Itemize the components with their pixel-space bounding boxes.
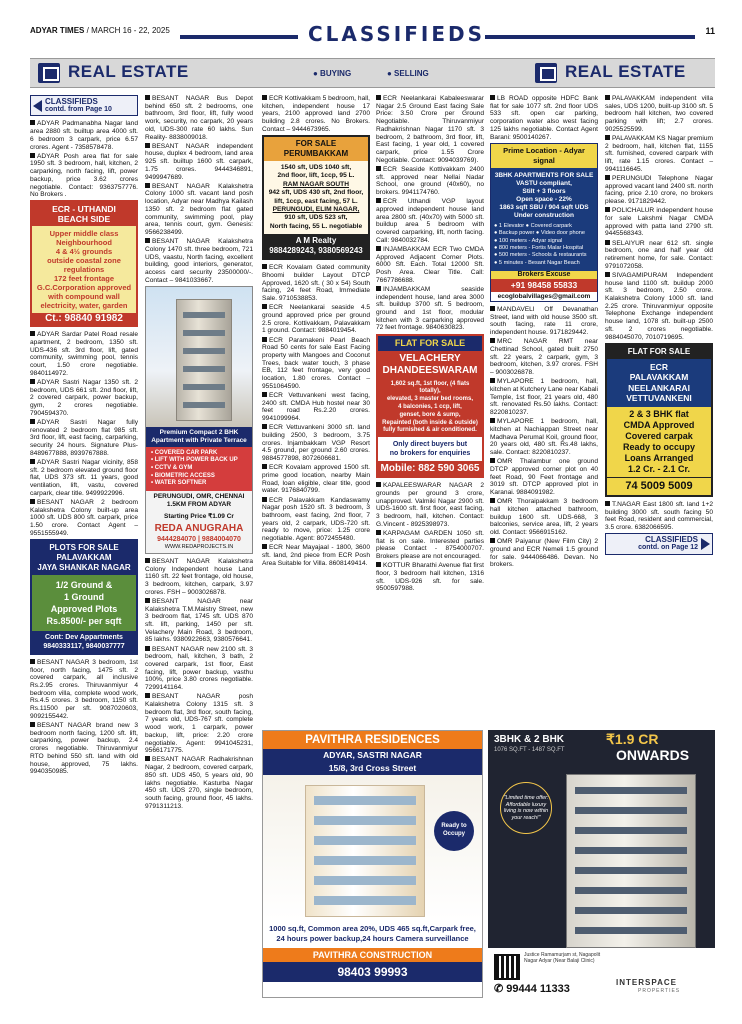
bullet-square-icon <box>262 392 267 397</box>
ad-text: PALAVAKKAM independent villa sales, UDS 1200, built-up 3100 sft. 5 bedroom hall kitchen, two covered parking with lift; 2.7 crores. 9025525599. <box>605 95 713 133</box>
ad-text: INJAMBAKKAM seaside independent house, land area 3000 sft. buildup 3700 sft. 5 bedroom, ground and 1st floor, modular kitchen with 3 carparking approved 72 feet frontage. 9840630823. <box>376 285 484 332</box>
ad-text: POLICHALUR independent house for sale Lakshmi Nagar CMDA approved with patta land 2790 sft. 9445568343. <box>605 207 713 238</box>
ad-line: • WATER SOFTNER <box>151 480 207 487</box>
bullet-square-icon <box>262 464 267 469</box>
ad-line: Only direct buyers but <box>392 441 468 449</box>
ad-text: BESANT NAGAR Kalakshetra Colony Independent house Land 1160 sft. 22 feet frontage, old house, 3 bedroom, kitchen, carpark, 3.97 crores. FSH – 9003026878. <box>145 557 253 596</box>
ad-line: G.C.Corporation approved <box>36 283 132 293</box>
building-image <box>566 774 696 948</box>
ad-text: INJAMBAKKAM ECR Two CMDA Approved Adjacent Corner Plots. 6000 Sft. Each. Total 12000 Sft. Posh Area. Clear Title. Call: 7667786688. <box>376 245 484 284</box>
ad-line: PALAVAKKAM <box>629 372 689 383</box>
ad-offer-badge: "Limited time offer: Affordable luxury living is now within your reach!" <box>500 782 552 834</box>
bullet-square-icon <box>490 306 495 311</box>
ad-line: VETTUVANKENI <box>626 393 692 404</box>
ad-text: ECR Vettuvankeni 3000 sft. land building 2500, 3 bedroom, 3.75 crores. Injambakkam VGP Resort 4.5 ground, per ground 2.60 crores. 9884577898, 8072606681. <box>262 424 370 463</box>
bullet-square-icon <box>376 482 381 487</box>
ad-line: Under construction <box>514 211 574 219</box>
ad-text: T.NAGAR East 1800 sft. land 1+2 building 3000 sft. south facing 50 feet Road, resident and commercial, 3.5 crore. 6382066595. <box>605 500 713 531</box>
ad-line: 1,602 sq.ft, 1st floor, (4 flats totally), <box>390 380 470 395</box>
classified-ad <box>490 306 598 337</box>
classified-ad <box>30 419 138 458</box>
ad-text: ECR Kovalam approved 1500 sft. prime good location, nearby Main Road, loan eligible, clear title, good water. 9176840799. <box>262 464 370 495</box>
ad-line: regulations <box>63 265 105 275</box>
ad-text: ECR Paramakeni Pearl Beach Road 50 cents for sale East Facing property with Mangoes and Coconut Trees, back water touch, 3 phase EB, 112 feet frontage, very good location, 1.80 crores. Contact – 9551064590. <box>262 336 370 390</box>
ad-line: • BIOMETRIC ACCESS <box>151 472 215 479</box>
ad-heading: FLAT FOR SALE <box>378 336 482 351</box>
ad-website[interactable]: WWW.REDAPROJECTS.IN <box>164 543 234 550</box>
continued-on-title: CLASSIFIEDS <box>645 535 698 545</box>
ad-text: SELAIYUR near 612 sft. single bedroom, one and half year old retirement home, for sale. Contact: 9791072058. <box>605 239 713 270</box>
ad-velachery-flat <box>376 334 484 479</box>
classified-ad <box>145 183 253 237</box>
classified-ad <box>262 304 370 335</box>
ad-tagline: Premium Compact 2 BHK Apartment with Private Terrace <box>146 427 252 447</box>
ad-text: OMR Thalambur one ground DTCP approved corner plot on 40 feet Road, 90 Feet frontage and 3019 sft. DTCP approved plot in Karanai. 9884091982. <box>490 458 598 497</box>
masthead-rule-right <box>485 35 695 39</box>
bullet-square-icon <box>262 95 267 100</box>
bullet-square-icon <box>30 331 35 336</box>
ad-phone: 74 5009 5009 <box>607 477 711 495</box>
ad-feature-item: ● 5 minutes - Besant Nagar Beach <box>494 259 580 266</box>
ad-ecr-uthandi <box>30 200 138 327</box>
bullet-square-icon <box>30 419 35 424</box>
continued-from-box[interactable] <box>30 95 138 116</box>
ad-email[interactable]: ecoglobalvillages@gmail.com <box>497 292 591 300</box>
bullet-square-icon <box>145 95 150 100</box>
bullet-square-icon <box>145 558 150 563</box>
ad-text: ECR Neelankarai Kabaleeswarar Nagar 2.5 Ground East facing Sale Price: 3.50 Crore per Ground Negotiable. Thiruvanmiyur Radhakrishnan Nagar 1170 sft. 3 bedroom, 2 bathroom, 3rd floor, lift, East facing, 1 year old, 1 covered carpark, price 1.55 Crore Negotiable. Contact: 9094039769). <box>376 95 484 164</box>
ad-line: A M Realty <box>295 236 337 246</box>
ad-line: with compound wall <box>48 292 120 302</box>
ad-heading: PAVITHRA RESIDENCES <box>263 731 482 749</box>
bullet-square-icon <box>145 598 150 603</box>
bullet-square-icon <box>490 95 495 100</box>
column-3 <box>262 95 370 569</box>
ad-text: BESANT NAGAR independent house, duplex 4 bedroom, land area 925 sft. builtup 1600 sft. carpark, 1.75 crores. 9444346891, 9499947689. <box>145 142 253 181</box>
classified-ad <box>262 544 370 567</box>
ad-text: OMR Thoraipakkam 3 bedroom hall kitchen attached bathroom, buildup 1600 sft. UDS-668, 3 balconies, service area, lift, 2 years old. Contact: 9566915162. <box>490 498 598 537</box>
classified-ad <box>262 464 370 495</box>
classified-ad <box>30 153 138 199</box>
ad-text: ADYAR Padmanabha Nagar land area 2880 sft. builtup area 4000 sft. 6 bedroom 3 carpark, price 6.57 crores. Agent - 7358578478. <box>30 120 138 151</box>
ad-line: ECR - UTHANDI <box>52 204 116 215</box>
ad-line: JAYA SHANKAR NAGAR <box>37 562 131 572</box>
classified-ad <box>490 338 598 377</box>
column-6 <box>605 95 713 559</box>
bullet-square-icon <box>490 338 495 343</box>
bullet-square-icon <box>490 458 495 463</box>
continued-on-page: contd. on Page 12 <box>638 543 698 551</box>
classified-ad <box>30 659 138 721</box>
ad-text: ADYAR Sastri Nagar vicinity, 858 sft. 2 bedroom elevated ground floor flat, UDS 373 sft. 11 years, good ventilation, lift, vastu, covered carpark, clear title. 9499922996. <box>30 458 138 497</box>
classified-ad <box>490 95 598 141</box>
section-title: CLASSIFIEDS <box>308 22 486 46</box>
ad-text: ADYAR Posh area flat for sale 1950 sft. 3 bedroom, hall, kitchen, 2 carparking, north facing, lift, power backup, price 3.62 crores negotiable. Contact: 9363757776. No Brokers . <box>30 152 138 199</box>
ad-line: 942 sft, UDS 430 sft, 2nd floor, <box>268 189 364 197</box>
classified-ad <box>376 166 484 197</box>
ad-feature-item: ● 1 Elevator ● Covered carpark <box>494 222 572 229</box>
ad-text: BESANT NAGAR posh Kalakshetra Colony 1315 sft. 3 bedroom flat, 3rd floor, south facing, 7 years old, UDS-767 sft. complete wood work, 1 carpark, power backup, lift, price: 2.20 crore negotiable. Agent: 9941045231, 9566171775. <box>145 693 253 755</box>
bullet-square-icon <box>490 498 495 503</box>
ad-line: 2 & 3 BHK flat <box>629 408 689 419</box>
building-image <box>146 287 252 427</box>
ad-text: ECR Neelankarai seaside 4.5 ground approved price per ground 2.5 crore. Kottivakkam, Palavakkam 1 ground. Contact: 9884019454. <box>262 304 370 335</box>
ad-line: Loans Arranged <box>624 452 694 463</box>
bullet-square-icon <box>262 424 267 429</box>
ad-line: elevated, 3 master bed rooms, <box>386 396 474 403</box>
ad-price: Starting Price ₹1.09 Cr <box>164 512 234 520</box>
bullet-square-icon <box>605 175 610 180</box>
classified-ad <box>605 207 713 238</box>
ad-price: ₹1.9 CR <box>606 731 659 747</box>
classified-ad <box>145 598 253 644</box>
bullet-square-icon <box>30 120 35 125</box>
ad-text: BESANT NAGAR Radhakrishnan Nagar, 2 bedroom, covered carpark, 850 sft. UDS 450, 5 years old, 90 lakhs negotiable. Kasturba Nagar 450 sft. UDS 270, single bedroom, south facing, ground floor, 45 lakhs. 9791311213. <box>145 756 253 810</box>
classified-ad <box>376 198 484 244</box>
ad-builder: PAVITHRA CONSTRUCTION <box>263 948 482 962</box>
ad-phone: +91 98458 55833 <box>491 279 597 292</box>
classified-ad <box>145 558 253 597</box>
ad-line: 9840333117, 9840037777 <box>43 642 125 650</box>
ad-adyar-signal-apartments <box>490 143 598 302</box>
classified-ad <box>376 95 484 164</box>
ad-line: 4 & 4½ grounds <box>55 247 113 257</box>
arrow-left-icon <box>33 100 42 112</box>
ad-config: 3BHK & 2 BHK <box>494 734 565 745</box>
ad-line: PALAVAKKAM <box>56 552 112 562</box>
ad-feature-item: ● Backup power ● Video door phone <box>494 230 585 237</box>
classified-ad <box>376 246 484 285</box>
bullet-square-icon <box>376 286 381 291</box>
ad-location: ADYAR, SASTRI NAGAR <box>263 749 482 762</box>
column-2 <box>145 95 253 812</box>
ad-text: MRC NAGAR RMT near Chettinad School, gated built 2750 sft. 22 years, 2 carpark, gym, 3 bedroom, kitchen, 3.97 crores. FSH – 9003026878. <box>490 338 598 376</box>
ad-text: KOTTUR Bharathi Avenue flat first floor, 3 bedroom hall kitchen, 1316 sft. UDS-926 sft. for sale. 9500597988. <box>376 562 484 593</box>
ad-line: Approved Plots <box>50 603 118 614</box>
classified-ad <box>605 175 713 206</box>
continued-from-page: contd. from Page 10 <box>45 105 112 113</box>
ad-text: ADYAR Sastri Nagar 1350 sft. 2 bedroom, UDS 661 sft. 2nd floor, lift, 2 covered carpark, power backup, gym, 2 crores negotiable. 7904594370. <box>30 378 138 417</box>
column-4 <box>376 95 484 595</box>
ad-text: ECR Palavakkam Kandaswamy Nagar posh 1520 sft. 3 bedroom, 3 bathroom, east facing, 2nd floor, 7 years old, 2 carpark, UDS-720 sft. ready to move, price: 1.25 crore negotiable. Agent: 8072455480. <box>262 496 370 543</box>
ad-perumbakkam <box>262 135 370 260</box>
arrow-right-icon <box>701 538 710 550</box>
bullet-square-icon <box>605 272 610 277</box>
ad-text: LB ROAD opposite HDFC Bank flat for sale 1077 sft. 2nd floor UDS 533 sft. open car parking, corporation water also west facing 125 lakhs negotiable. Contact Agent Barani: 9500140267. <box>490 95 598 141</box>
ad-phone: ✆ 99444 11333 <box>494 983 570 995</box>
classified-ad <box>605 95 713 134</box>
ad-pavithra-residences <box>262 730 483 998</box>
ad-line: 1/2 Ground & <box>55 579 113 590</box>
house-icon <box>38 63 60 83</box>
ad-text: ECR Near Mayajaal - 1800, 3600 sft. land, 2nd piece from ECR Posh Area Suitable for Villa. 8608149414. <box>262 544 370 567</box>
bullet-square-icon <box>262 264 267 269</box>
ad-line: Rs.8500/- per sqft <box>46 615 122 626</box>
ad-line: ECR <box>650 361 668 372</box>
ad-line: 172 feet frontage <box>53 274 115 284</box>
ad-phone: 9444284070 | 9884004070 <box>157 535 241 543</box>
ad-text: ECR Uthandi VGP layout approved independent house land area 2800 sft. (40x70) with 5000 sft. buildup area 5 bedroom with covered carparking, lift, north facing. Call: 9840032784. <box>376 198 484 244</box>
ad-text: PERUNGUDI Telephone Nagar approved vacant land 2400 sft. north facing, price 2.10 crore, no brokers please. 9171829442. <box>605 175 713 206</box>
ad-line: Repainted (both inside & outside) <box>382 419 478 426</box>
ad-text: ECR Kottivakkam 5 bedroom, hall, kitchen, independent house 17 years, 2100 approved land 2700 building 2.8 crores. No Brokers. Contact – 9444673965. <box>262 95 370 133</box>
ad-subtext: Brokers Excuse <box>491 271 597 279</box>
classified-ad <box>262 264 370 303</box>
classified-ad <box>30 379 138 418</box>
ad-price-suffix: ONWARDS <box>616 747 690 763</box>
ad-reda-anugraha <box>145 286 253 554</box>
classified-ad <box>605 135 713 174</box>
bullet-square-icon <box>145 646 150 651</box>
ad-line: • CCTV & GYM <box>151 465 193 472</box>
bullet-square-icon <box>262 544 267 549</box>
classified-ad <box>490 418 598 457</box>
bullet-square-icon <box>376 166 381 171</box>
ad-phone: Mobile: 882 590 3065 <box>378 461 482 476</box>
column-5 <box>490 95 598 571</box>
continued-from-title: CLASSIFIEDS <box>45 97 98 106</box>
ad-heading: FLAT FOR SALE <box>607 345 711 359</box>
classified-ad <box>376 482 484 528</box>
ad-line: VELACHERY <box>399 352 461 364</box>
classified-ad <box>376 562 484 593</box>
bullet-square-icon <box>490 418 495 423</box>
ad-line: 910 sft, UDS 523 sft, <box>284 214 348 222</box>
bullet-square-icon <box>30 722 35 727</box>
ad-line: NEELANKARAI <box>628 382 690 393</box>
bullet-square-icon <box>262 337 267 342</box>
classified-ad <box>376 530 484 561</box>
bullet-square-icon <box>145 756 150 761</box>
classified-ad <box>605 272 713 341</box>
ready-to-occupy-badge: Ready to Occupy <box>434 811 474 851</box>
bullet-square-icon <box>262 304 267 309</box>
classified-ad <box>30 120 138 151</box>
ad-line: outside coastal zone <box>47 256 121 266</box>
bullet-square-icon <box>490 538 495 543</box>
ad-text: PALAVAKKAM KS Nagar premium 2 bedroom, hall, kitchen flat, 1155 sft. furnished, covered carpark with lift, rate 1.15 crores. Contact – 9941116645. <box>605 135 713 173</box>
ad-text: SIVAGAMIPURAM Independent house land 1100 sft. buildup 2000 sft. 3 bedroom, 2.50 crore. Kalakshetra Colony 1000 sft. land 2.25 crore. Thiruvanmiyur opposite Telephone Exchange independent house land, 1078 sft. built-up 2500 sft. 2 crores negotiable. 9884045070, 7010719695. <box>605 271 713 341</box>
classified-ad <box>30 722 138 776</box>
ad-line: 3BHK APARTMENTS FOR SALE <box>494 171 594 179</box>
bullet-square-icon <box>145 693 150 698</box>
ad-plots-palavakkam <box>30 539 138 655</box>
ad-line: Open space - 22% <box>516 195 572 203</box>
classified-ad <box>262 337 370 391</box>
classified-ad <box>145 95 253 141</box>
bullet-square-icon <box>262 497 267 502</box>
bullet-square-icon <box>605 501 610 506</box>
house-icon <box>535 63 557 83</box>
bullet-square-icon <box>605 207 610 212</box>
ad-line: 24 hours Camera surveillance <box>362 934 469 943</box>
classified-ad <box>262 497 370 543</box>
brand-logo: INTERSPACE <box>616 978 677 987</box>
ad-line: RAM NAGAR SOUTH <box>283 180 349 188</box>
ad-line: Carpark free, 24 hours power backup, <box>276 924 476 943</box>
classified-ad <box>490 378 598 417</box>
ad-line: 1000 sq.ft, Common area 20%, UDS 465 sq.ft, <box>269 924 430 933</box>
ad-feature-item: ● 500 meters - Schools & restaurants <box>494 252 587 259</box>
classified-ad <box>145 693 253 755</box>
bullet-square-icon <box>376 530 381 535</box>
masthead <box>30 22 715 52</box>
classified-ad <box>605 501 713 532</box>
bullet-square-icon <box>145 238 150 243</box>
ad-text: BESANT NAGAR 3 bedroom, 1st floor, north facing, 1475 sft. 2 covered carpark, all inclusive Rs.2.95 crores. Thiruvanmiyur 4 bedroom villa, complete wood work, Rs.4.5 crores. 3 bedroom, 1150 sft. Rs.11500 per sft. 9087020603, 9092155442. <box>30 658 138 720</box>
classified-ad <box>262 392 370 423</box>
ad-text: BESANT NAGAR Kalakshetra Colony 1000 sft. vacant land posh location, Adyar near Madhya Kailash 1350 sft. 2 bedroom flat gated community, swimming pool, play area, tennis court, gym. Genesis: 9566238499. <box>145 182 253 236</box>
issue-date: MARCH 16 - 22, 2025 <box>91 26 170 35</box>
ad-text: MYLAPORE 1 bedroom, hall, kitchen at Kutchery Lane near Kabali Temple, 1st floor, 21 years old, 480 sft. renovated Rs.50 lakhs. Contact: 8220810237. <box>490 378 598 416</box>
ad-text: KAPALEESWARAR NAGAR 2 grounds per ground 3 crore, unapproved. Valmiki Nagar 2900 sft. UDS-1600 sft. first floor, east facing, 3 bedroom, hall, kitchen. Contact: G.Vincent - 8925398973. <box>376 482 484 528</box>
ad-line: 1863 sqft SBU / 904 sqft UDS <box>499 203 589 211</box>
ad-line: no brokers for enquiries <box>389 450 471 458</box>
ad-line: Stilt + 3 floors <box>522 187 566 195</box>
ad-line: • LIFT WITH POWER BACK UP <box>151 457 238 464</box>
classified-ad <box>30 459 138 498</box>
ad-line: Neighbourhood <box>56 238 112 248</box>
paper-name: ADYAR TIMES <box>30 26 85 35</box>
ad-text: ECR Seaside Kottivakkam 2400 sft. approved near Nellai Nadar School, one ground (40x60), no brokers. 9941174760. <box>376 165 484 196</box>
ad-text: ECR Vettuvankeni west facing, 2400 sft. CMDA Hub hostel near 30 feet road Rs.2.20 crores. 9941099964. <box>262 392 370 423</box>
ad-text: OMR Paiyanur (New Film City) 2 ground and ECR Nemeli 1.5 ground for sale. 9444066486. Devan. No brokers. <box>490 538 598 569</box>
ad-area: 1076 SQ.FT - 1487 SQ.FT <box>494 747 565 753</box>
ad-ecr-palavakkam-flats <box>605 343 713 497</box>
buying-tag: ● BUYING <box>313 69 352 78</box>
bullet-square-icon <box>145 143 150 148</box>
ad-line: 1540 sft, UDS 1040 sft, <box>280 164 352 172</box>
bullet-square-icon <box>145 183 150 188</box>
classified-ad <box>30 331 138 377</box>
ad-project-name: REDA ANUGRAHA <box>154 522 244 534</box>
bullet-square-icon <box>376 246 381 251</box>
ad-text: BESANT NAGAR new 2100 sft. 3 bedroom, hall, kitchen, 3 bath, 2 covered carpark, 1st floor, East facing, lift, power backup, vasthu 100%, price 3.80 crores negotiable. 7299141164. <box>145 645 253 692</box>
bullet-square-icon <box>30 499 35 504</box>
selling-tag: ● SELLING <box>387 69 429 78</box>
ad-line: Upper middle class <box>49 229 119 239</box>
bullet-square-icon <box>605 135 610 140</box>
ad-line: 1.2 Cr. - 2.1 Cr. <box>627 463 691 474</box>
ad-line: North facing, 55 L. negotiable <box>269 222 363 230</box>
brand-logo-sub: PROPERTIES <box>638 988 681 994</box>
ad-phone: 98403 99993 <box>263 962 482 982</box>
ad-text: ADYAR Sardar Patel Road resale apartment, 2 bedroom, 1350 sft. UDS-436 sft. 3rd floor, lift, gated community, swimming pool, tennis court, 1.50 crore negotiable. 9840114972. <box>30 331 138 377</box>
bullet-square-icon <box>376 198 381 203</box>
qr-code-icon[interactable] <box>494 954 520 980</box>
ad-text: BESANT NAGAR brand new 3 bedroom north facing, 1200 sft. lift, carparking, power backup, 2.4 crores negotiable. Thiruvanmiyur RTO behind 550 sft. land with old house, approved, 75 lakhs. 9940350985. <box>30 722 138 776</box>
ad-line: CMDA Approved <box>623 419 695 430</box>
ad-line: PLOTS FOR SALE <box>49 542 119 552</box>
masthead-rule-left <box>180 35 298 39</box>
classified-ad <box>490 538 598 569</box>
classified-ad <box>145 646 253 692</box>
ad-line: genset, bore & sump, <box>399 411 461 418</box>
real-estate-section-bar <box>30 58 715 88</box>
ad-text: BESANT NAGAR Bus Depot behind 650 sft. 2 bedrooms, one bathroom, 3rd floor, lift, fully wood work, security, no carpark, 20 years old, UDS-300 rate 60 lakhs. Sun Reality- 8838009018. <box>145 95 253 141</box>
classified-ad <box>490 498 598 537</box>
column-1 <box>30 95 138 777</box>
ad-line: Cont: Dev Appartments <box>45 633 123 641</box>
ad-text: ADYAR Sastri Nagar fully renovated 2 bedroom flat 985 sft. 3rd floor, lift, east facing, carparking, security 24 hours. Signature Plus- 8489677888, 8939767888. <box>30 418 138 457</box>
classified-ad <box>490 458 598 497</box>
building-image <box>263 775 482 920</box>
ad-location: PERUNGUDI, OMR, CHENNAI 1.5KM FROM ADYAR <box>153 492 245 508</box>
ad-line: 4 balconies, 1 ccp, lift, <box>398 403 462 410</box>
ad-line: electricity, water, garden <box>40 301 128 311</box>
ad-line: DHANDEESWARAM <box>382 364 478 376</box>
bullet-square-icon <box>376 95 381 100</box>
ad-interspace-properties <box>488 730 715 998</box>
bullet-square-icon <box>605 240 610 245</box>
classified-ad <box>605 240 713 271</box>
ad-text: KARPAGAM GARDEN 1050 sft. flat is on sale. Interested parties please Contact - 8754000707. Brokers please are not encouraged. <box>376 529 484 560</box>
ad-line: 9884289243, 9380569243 <box>269 246 363 256</box>
ad-line: Ready to occupy <box>622 441 696 452</box>
bullet-square-icon <box>30 379 35 384</box>
real-estate-heading-right: REAL ESTATE <box>565 62 686 81</box>
classified-ad <box>376 286 484 332</box>
classified-ad <box>262 424 370 463</box>
ad-text: MYLAPORE 1 bedroom, hall, kitchen at Nachiappan Street near Madhava Perumal Koil, ground floor, 20 years old, 480 sft. Rs.48 lakhs, sale. Contact: 8220810237. <box>490 418 598 457</box>
ad-heading: Prime Location - Adyar signal <box>491 144 597 168</box>
ad-line: FOR SALE <box>295 139 337 149</box>
ad-address: Justice Ramamurjam st, Nagapolit Nagar Adyar (Near Balaji Clinic) <box>524 952 601 965</box>
ad-feature-item: ● 100 meters - Adyar signal <box>494 237 563 244</box>
bullet-square-icon <box>605 95 610 100</box>
bullet-square-icon <box>376 562 381 567</box>
bullet-square-icon <box>30 459 35 464</box>
masthead-dateline: ADYAR TIMES / MARCH 16 - 22, 2025 <box>30 26 170 35</box>
ad-feature-item: ● 800 meters - Fortis Malar Hospital <box>494 244 584 251</box>
bullet-square-icon <box>490 378 495 383</box>
ad-line: PERUMBAKKAM <box>283 149 349 159</box>
classified-ad <box>145 238 253 284</box>
continued-on-box[interactable] <box>605 533 713 554</box>
ad-text: BESANT NAGAR 2 bedroom Kalakshetra Colony built-up area 1000 sft. UDS 800 sft. carpark, price 1.50 crore. Contact Agent – 9551555949. <box>30 498 138 537</box>
ad-line: Covered carpak <box>625 430 693 441</box>
ad-line: VASTU compliant, <box>516 179 572 187</box>
ad-text: BESANT NAGAR Kalakshetra Colony 1470 sft. three bedroom, 721 UDS, vaastu, North facing, excellent building, good interiors, generator, access card security 23500000/-. Contact – 9841033667. <box>145 238 253 284</box>
ad-line: 1 Ground <box>64 591 104 602</box>
ad-line: 2nd floor, lift, 1ccp, 95 L. <box>277 172 355 180</box>
ad-line: lift, 1ccp, east facing, 57 L. <box>274 197 358 205</box>
ad-text: BESANT NAGAR near Kalakshetra T.M.Maistry Street, new 3 bedroom flat, 1745 sft. UDS 870 sft. lift, parking, 1450 per sft. Velachery Main Road, 3 bedroom, 85 lakhs. 9380922663, 9380576641. <box>145 597 253 644</box>
ad-address: 15/8, 3rd Cross Street <box>263 762 482 775</box>
ad-text: ECR Kovalam Gated community Bhoomi builder Layout DTCP Approved, 1620 sft. ( 30 x 54) South facing, 24 feet Road, Immediate Sale. 9710538853. <box>262 264 370 303</box>
ad-line: PERUNGUDI, ELIM NAGAR, <box>272 206 360 214</box>
ad-line: BEACH SIDE <box>57 214 111 225</box>
classified-ad <box>145 143 253 182</box>
bullet-square-icon <box>30 153 35 158</box>
real-estate-heading-left: REAL ESTATE <box>68 62 189 81</box>
classified-ad <box>262 95 370 134</box>
ad-text: MANDAVELI Off Devanathan Street, land with old house 3500 sft. south facing, rate 11 crore, independent house. 9171829442. <box>490 305 598 336</box>
ad-phone: Ct.: 98840 91982 <box>32 313 136 325</box>
classified-ad <box>30 499 138 538</box>
classified-ad <box>145 756 253 810</box>
ad-line: fully furnished & air conditioned. <box>383 427 477 434</box>
ad-line: • COVERED CAR PARK <box>151 449 218 456</box>
page-number: 11 <box>705 26 715 36</box>
bullet-square-icon <box>30 659 35 664</box>
